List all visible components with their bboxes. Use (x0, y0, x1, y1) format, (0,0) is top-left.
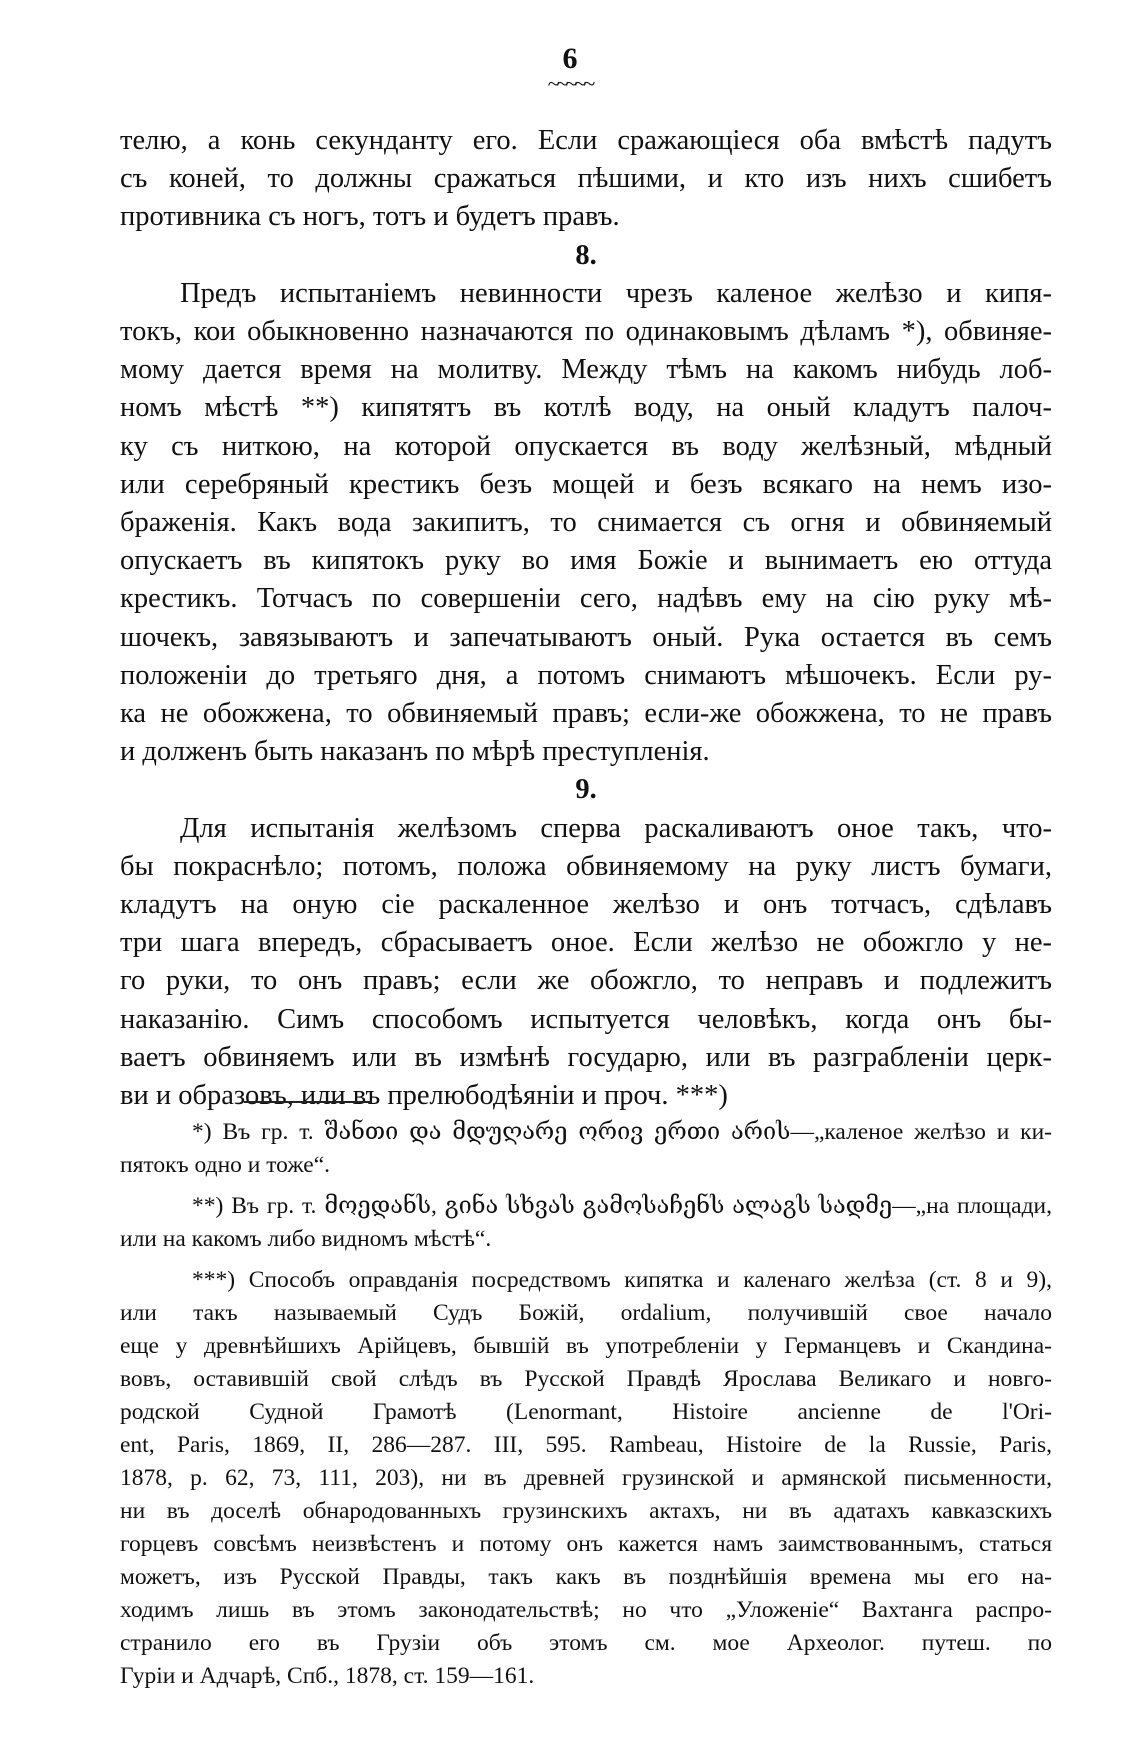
text-line: шочекъ, завязываютъ и запечатываютъ оный. Рука остается въ семъ (120, 621, 1052, 653)
footnote-line: ent, Paris, 1869, II, 286—287. III, 595. Rambeau, Histoire de la Russie, Paris, (120, 1432, 1052, 1458)
text-line: ви и образовъ, или въ прелюбодѣяніи и проч. ***) (120, 1080, 728, 1112)
footnote-line: вовъ, оставившій свой слѣдъ въ Русской Правдѣ Ярослава Великаго и новго- (120, 1366, 1052, 1392)
text-line: кладутъ на оную сіе раскаленное желѣзо и онъ тотчасъ, сдѣлавъ (120, 889, 1052, 921)
footnote-line: можетъ, изъ Русской Правды, такъ какъ въ позднѣйшія времена мы его на- (120, 1564, 1052, 1590)
text-line: наказанію. Симъ способомъ испытуется человѣкъ, когда онъ бы- (120, 1003, 1052, 1035)
text-line: положеніи до третьяго дня, а потомъ снимаютъ мѣшочекъ. Если ру- (120, 659, 1052, 691)
footnote-line: странило его въ Грузіи объ этомъ см. мое Археолог. путеш. по (120, 1630, 1052, 1656)
footnote-line: еще у древнѣйшихъ Арійцевъ, бывшій въ употребленіи у Германцевъ и Скандина- (120, 1333, 1052, 1359)
page-number-ornament: ~~~~~ (547, 71, 593, 96)
footnote-line: *) Въ гр. т. შანთი და მდუღარე ორივ ერთი არის—„каленое желѣзо и ки- (192, 1119, 1052, 1145)
footnote-line: 1878, p. 62, 73, 111, 203), ни въ древней грузинской и армянской письменности, (120, 1465, 1052, 1491)
text-line: мому дается время на молитву. Между тѣмъ на какомъ нибудь лоб- (120, 354, 1052, 386)
footnote-line: или на какомъ либо видномъ мѣстѣ“. (120, 1226, 492, 1252)
footnote-line: родской Судной Грамотѣ (Lenormant, Histoire ancienne de l'Ori- (120, 1399, 1052, 1425)
text-line: телю, а конь секунданту его. Если сражающіеся оба вмѣстѣ падутъ (120, 125, 1052, 156)
section-heading-9: 9. (575, 774, 597, 806)
footnotes (120, 1116, 1052, 1693)
text-line: ваетъ обвиняемъ или въ измѣнѣ государю, или въ разграбленіи церк- (120, 1041, 1052, 1073)
main-text (120, 122, 1052, 1115)
text-line: Для испытанія желѣзомъ сперва раскаливаютъ оное такъ, что- (180, 812, 1052, 844)
section-heading-8: 8. (575, 239, 597, 271)
text-line: браженія. Какъ вода закипитъ, то снимается съ огня и обвиняемый (120, 507, 1052, 539)
footnote-gap (120, 1182, 1052, 1190)
text-line: или серебряный крестикъ безъ мощей и безъ всякаго на немъ изо- (120, 468, 1052, 500)
text-line: го руки, то онъ правъ; если же обожгло, то неправъ и подлежитъ (120, 965, 1052, 997)
footnote-line: или такъ называемый Судъ Божій, ordalium, получившій свое начало (120, 1300, 1052, 1326)
text-line: и долженъ быть наказанъ по мѣрѣ преступленія. (120, 736, 710, 768)
text-line: бы покраснѣло; потомъ, положа обвиняемому на руку листъ бумаги, (120, 850, 1052, 882)
page-number: 6 (562, 42, 578, 75)
text-line: съ коней, то должны сражаться пѣшими, и кто изъ нихъ сшибетъ (120, 163, 1052, 195)
footnote-gap (120, 1256, 1052, 1264)
text-line: опускаетъ въ кипятокъ руку во имя Божіе и вынимаетъ ею оттуда (120, 545, 1052, 577)
footnote-separator (244, 1101, 372, 1103)
footnote-line: горцевъ совсѣмъ неизвѣстенъ и потому онъ кажется намъ заимствованнымъ, статься (120, 1531, 1052, 1557)
text-line: крестикъ. Тотчасъ по совершеніи сего, надѣвъ ему на сію руку мѣ- (120, 583, 1052, 615)
footnote-line: ***) Способъ оправданія посредствомъ кипятка и каленаго желѣза (ст. 8 и 9), (192, 1267, 1052, 1293)
text-line: номъ мѣстѣ **) кипятятъ въ котлѣ воду, на оный кладутъ палоч- (120, 392, 1052, 424)
text-line: ка не обожжена, то обвиняемый правъ; если-же обожжена, то не правъ (120, 698, 1052, 730)
text-line: ку съ ниткою, на которой опускается въ воду желѣзный, мѣдный (120, 430, 1052, 462)
footnote-line: ни въ доселѣ обнародованныхъ грузинскихъ актахъ, ни въ адатахъ кавказскихъ (120, 1498, 1052, 1524)
text-line: токъ, кои обыкновенно назначаются по одинаковымъ дѣламъ *), обвиняе- (120, 316, 1052, 348)
footnote-line: ходимъ лишь въ этомъ законодательствѣ; но что „Уложеніе“ Вахтанга распро- (120, 1597, 1052, 1623)
footnote-line: Гуріи и Адчарѣ, Спб., 1878, ст. 159—161. (120, 1663, 535, 1689)
text-line: Предъ испытаніемъ невинности чрезъ каленое желѣзо и кипя- (180, 277, 1052, 309)
footnote-line: пятокъ одно и тоже“. (120, 1152, 331, 1178)
footnote-line: **) Въ гр. т. მოედანს, გინა სხვას გამოსაჩენს ალაგს სადმე—„на площади, (192, 1193, 1052, 1219)
text-line: три шага впередъ, сбрасываетъ оное. Если желѣзо не обожгло у не- (120, 927, 1052, 959)
text-line: противника съ ногъ, тотъ и будетъ правъ. (120, 201, 620, 233)
